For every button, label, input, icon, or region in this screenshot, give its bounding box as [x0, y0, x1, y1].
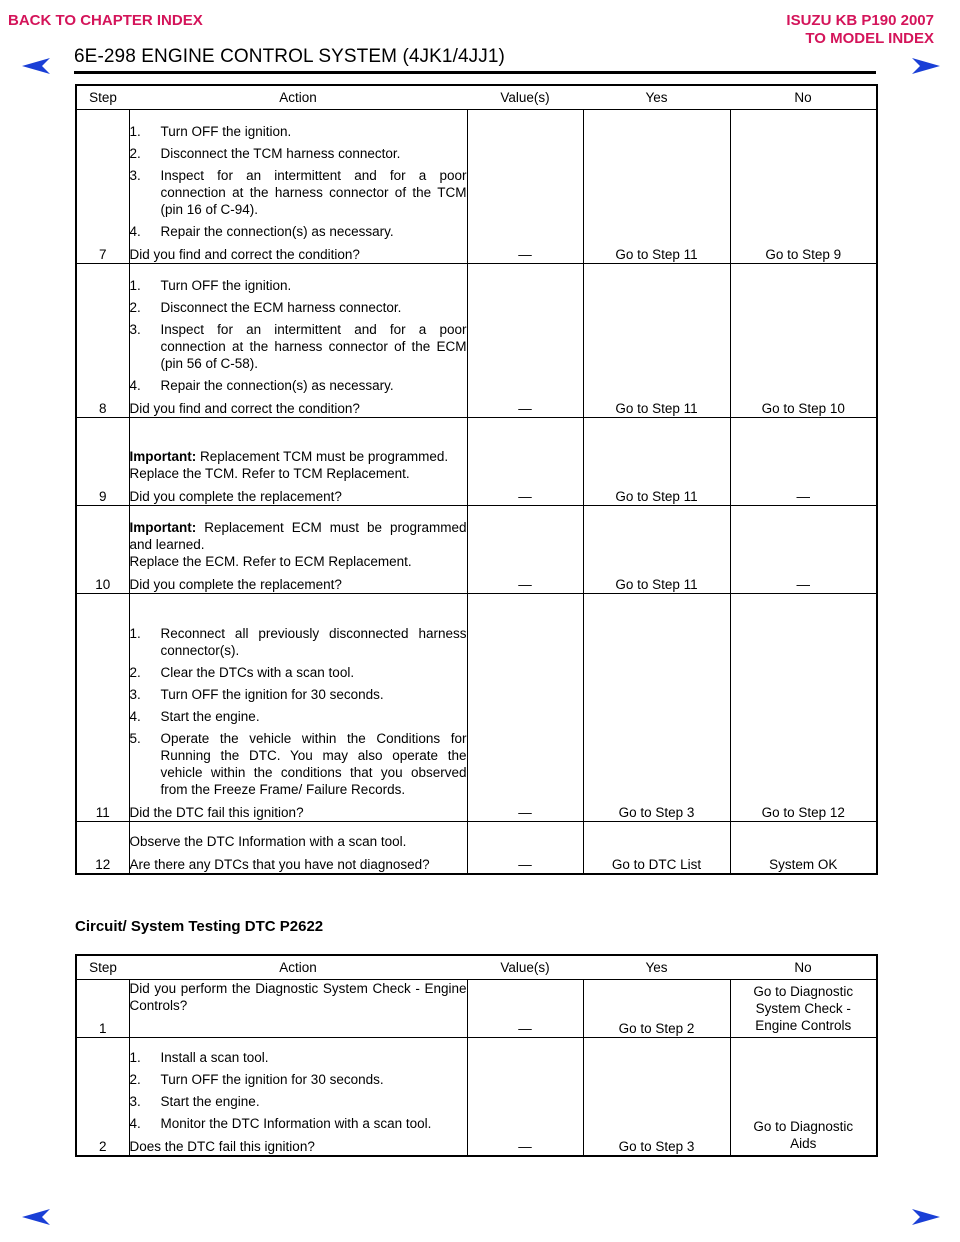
next-page-arrow-icon[interactable] — [912, 58, 940, 74]
previous-page-arrow-bottom-icon[interactable] — [22, 1209, 50, 1225]
col-header-step: Step — [76, 955, 129, 980]
col-header-yes: Yes — [583, 955, 730, 980]
step-value: — — [467, 264, 583, 418]
step-number: 7 — [76, 110, 129, 264]
table-row — [76, 594, 877, 822]
step-no-link[interactable]: Go to Step 9 — [730, 110, 877, 264]
step-yes-link[interactable]: Go to Step 2 — [583, 980, 730, 1038]
step-action: 1. Turn OFF the ignition. 2. Disconnect the ECM harness connector. 3. Inspect for an intermittent and for a poor connection at the harness connector of the ECM (pin 56 of C-58). 4. Repair the connection(s) as necessary. Did you find and correct the condition? — [129, 264, 467, 418]
col-header-no: No — [730, 955, 877, 980]
col-header-action: Action — [129, 85, 467, 110]
step-number: 8 — [76, 264, 129, 418]
table-row — [76, 418, 877, 506]
step-value: — — [467, 110, 583, 264]
action-item: Turn OFF the ignition for 30 seconds. — [160, 1071, 384, 1087]
step-instruction: Replace the TCM. Refer to TCM Replacement. — [129, 466, 410, 481]
action-item: Monitor the DTC Information with a scan tool. — [160, 1115, 432, 1131]
action-item: Repair the connection(s) as necessary. — [160, 224, 394, 239]
col-header-value: Value(s) — [467, 85, 583, 110]
step-action: 1. Reconnect all previously disconnected harness connector(s). 2. Clear the DTCs with a scan tool. 3. Turn OFF the ignition for 30 seconds. 4. Start the engine. 5. Operate the vehicle within the Conditions for Running the DTC. You may also operate the vehicle within the conditions that you observed from the Freeze Frame/ Failure Records. Did the DTC fail this ignition? — [129, 594, 467, 822]
next-page-arrow-bottom-icon[interactable] — [912, 1209, 940, 1225]
col-header-value: Value(s) — [467, 955, 583, 980]
step-no-value: System OK — [730, 822, 877, 874]
action-item: Install a scan tool. — [160, 1049, 269, 1065]
action-item: Inspect for an intermittent and for a poor connection at the harness connector of the TCM (pin 16 of C-94). — [160, 168, 467, 217]
step-yes-link[interactable]: Go to Step 3 — [583, 594, 730, 822]
important-label: Important: — [129, 449, 197, 464]
step-action — [129, 980, 467, 1038]
step-no-link[interactable]: Go to Diagnostic Aids — [730, 1038, 877, 1156]
title-divider — [74, 71, 876, 74]
table-row — [76, 264, 877, 418]
step-instruction: Did you perform the Diagnostic System Check - Engine Controls? — [129, 981, 467, 1013]
step-question: Are there any DTCs that you have not diagnosed? — [129, 856, 430, 872]
diagnostic-steps-table — [75, 84, 878, 875]
step-yes-link[interactable]: Go to Step 11 — [583, 264, 730, 418]
step-instruction: Replace the ECM. Refer to ECM Replacement. — [129, 554, 412, 569]
step-question: Did you complete the replacement? — [129, 577, 342, 592]
step-question: Did you find and correct the condition? — [129, 247, 360, 262]
action-item: Turn OFF the ignition. — [160, 278, 292, 293]
col-header-no: No — [730, 85, 877, 110]
step-action: 1. Install a scan tool. 2. Turn OFF the ignition for 30 seconds. 3. Start the engine. 4. Monitor the DTC Information with a scan tool. Does the DTC fail this ignition? — [129, 1038, 467, 1156]
important-label: Important: — [129, 520, 197, 535]
step-value: — — [467, 418, 583, 506]
action-item: Clear the DTCs with a scan tool. — [160, 665, 355, 680]
table-row — [76, 822, 877, 874]
action-item: Start the engine. — [160, 709, 260, 724]
step-question: Did the DTC fail this ignition? — [129, 805, 304, 820]
table-header-row — [76, 955, 877, 980]
step-value: — — [467, 980, 583, 1038]
action-item: Disconnect the ECM harness connector. — [160, 300, 402, 315]
step-number: 11 — [76, 594, 129, 822]
step-value: — — [467, 594, 583, 822]
step-no-link[interactable]: Go to Step 10 — [730, 264, 877, 418]
step-yes-link[interactable]: Go to Step 11 — [583, 418, 730, 506]
table-row — [76, 506, 877, 594]
action-item: Disconnect the TCM harness connector. — [160, 146, 401, 161]
step-question: Does the DTC fail this ignition? — [129, 1138, 315, 1154]
table-row — [76, 110, 877, 264]
step-action — [129, 506, 467, 594]
section-heading: Circuit/ System Testing DTC P2622 — [75, 918, 324, 935]
action-item: Start the engine. — [160, 1093, 260, 1109]
step-no-value: — — [730, 418, 877, 506]
table-header-row — [76, 85, 877, 110]
model-name-link[interactable]: ISUZU KB P190 2007 — [786, 12, 934, 29]
step-number: 1 — [76, 980, 129, 1038]
to-model-index-link[interactable]: TO MODEL INDEX — [805, 30, 934, 47]
action-item: Turn OFF the ignition. — [160, 124, 292, 139]
step-yes-link[interactable]: Go to Step 11 — [583, 110, 730, 264]
step-question: Did you complete the replacement? — [129, 489, 342, 504]
step-no-value: — — [730, 506, 877, 594]
col-header-action: Action — [129, 955, 467, 980]
previous-page-arrow-icon[interactable] — [22, 58, 50, 74]
back-to-chapter-index-link[interactable]: BACK TO CHAPTER INDEX — [8, 12, 203, 29]
step-number: 10 — [76, 506, 129, 594]
action-item: Operate the vehicle within the Conditions for Running the DTC. You may also operate the vehicle within the conditions that you observed from the Freeze Frame/ Failure Records. — [160, 731, 467, 797]
circuit-testing-table — [75, 954, 878, 1157]
step-value: — — [467, 1038, 583, 1156]
step-number: 2 — [76, 1038, 129, 1156]
step-yes-link[interactable]: Go to Step 3 — [583, 1038, 730, 1156]
action-item: Reconnect all previously disconnected harness connector(s). — [160, 626, 467, 658]
step-number: 9 — [76, 418, 129, 506]
action-item: Turn OFF the ignition for 30 seconds. — [160, 687, 384, 702]
step-action — [129, 822, 467, 874]
important-note: Replacement TCM must be programmed. — [200, 449, 449, 464]
table-row — [76, 1038, 877, 1156]
step-value: — — [467, 506, 583, 594]
step-value: — — [467, 822, 583, 874]
step-action: 1. Turn OFF the ignition. 2. Disconnect the TCM harness connector. 3. Inspect for an intermittent and for a poor connection at the harness connector of the TCM (pin 16 of C-94). 4. Repair the connection(s) as necessary. Did you find and correct the condition? — [129, 110, 467, 264]
step-yes-link[interactable]: Go to DTC List — [583, 822, 730, 874]
model-header — [786, 12, 934, 48]
step-instruction: Observe the DTC Information with a scan tool. — [129, 833, 407, 849]
action-item: Inspect for an intermittent and for a poor connection at the harness connector of the ECM (pin 56 of C-58). — [160, 322, 467, 371]
step-no-link[interactable]: Go to Step 12 — [730, 594, 877, 822]
step-number: 12 — [76, 822, 129, 874]
page-title: 6E-298 ENGINE CONTROL SYSTEM (4JK1/4JJ1) — [74, 46, 505, 67]
action-item: Repair the connection(s) as necessary. — [160, 378, 394, 393]
col-header-step: Step — [76, 85, 129, 110]
step-action — [129, 418, 467, 506]
step-yes-link[interactable]: Go to Step 11 — [583, 506, 730, 594]
step-no-link[interactable]: Go to Diagnostic System Check - Engine Controls — [730, 980, 877, 1038]
col-header-yes: Yes — [583, 85, 730, 110]
table-row — [76, 980, 877, 1038]
step-question: Did you find and correct the condition? — [129, 401, 360, 416]
important-note: Replacement ECM must be programmed and learned. — [129, 520, 467, 552]
